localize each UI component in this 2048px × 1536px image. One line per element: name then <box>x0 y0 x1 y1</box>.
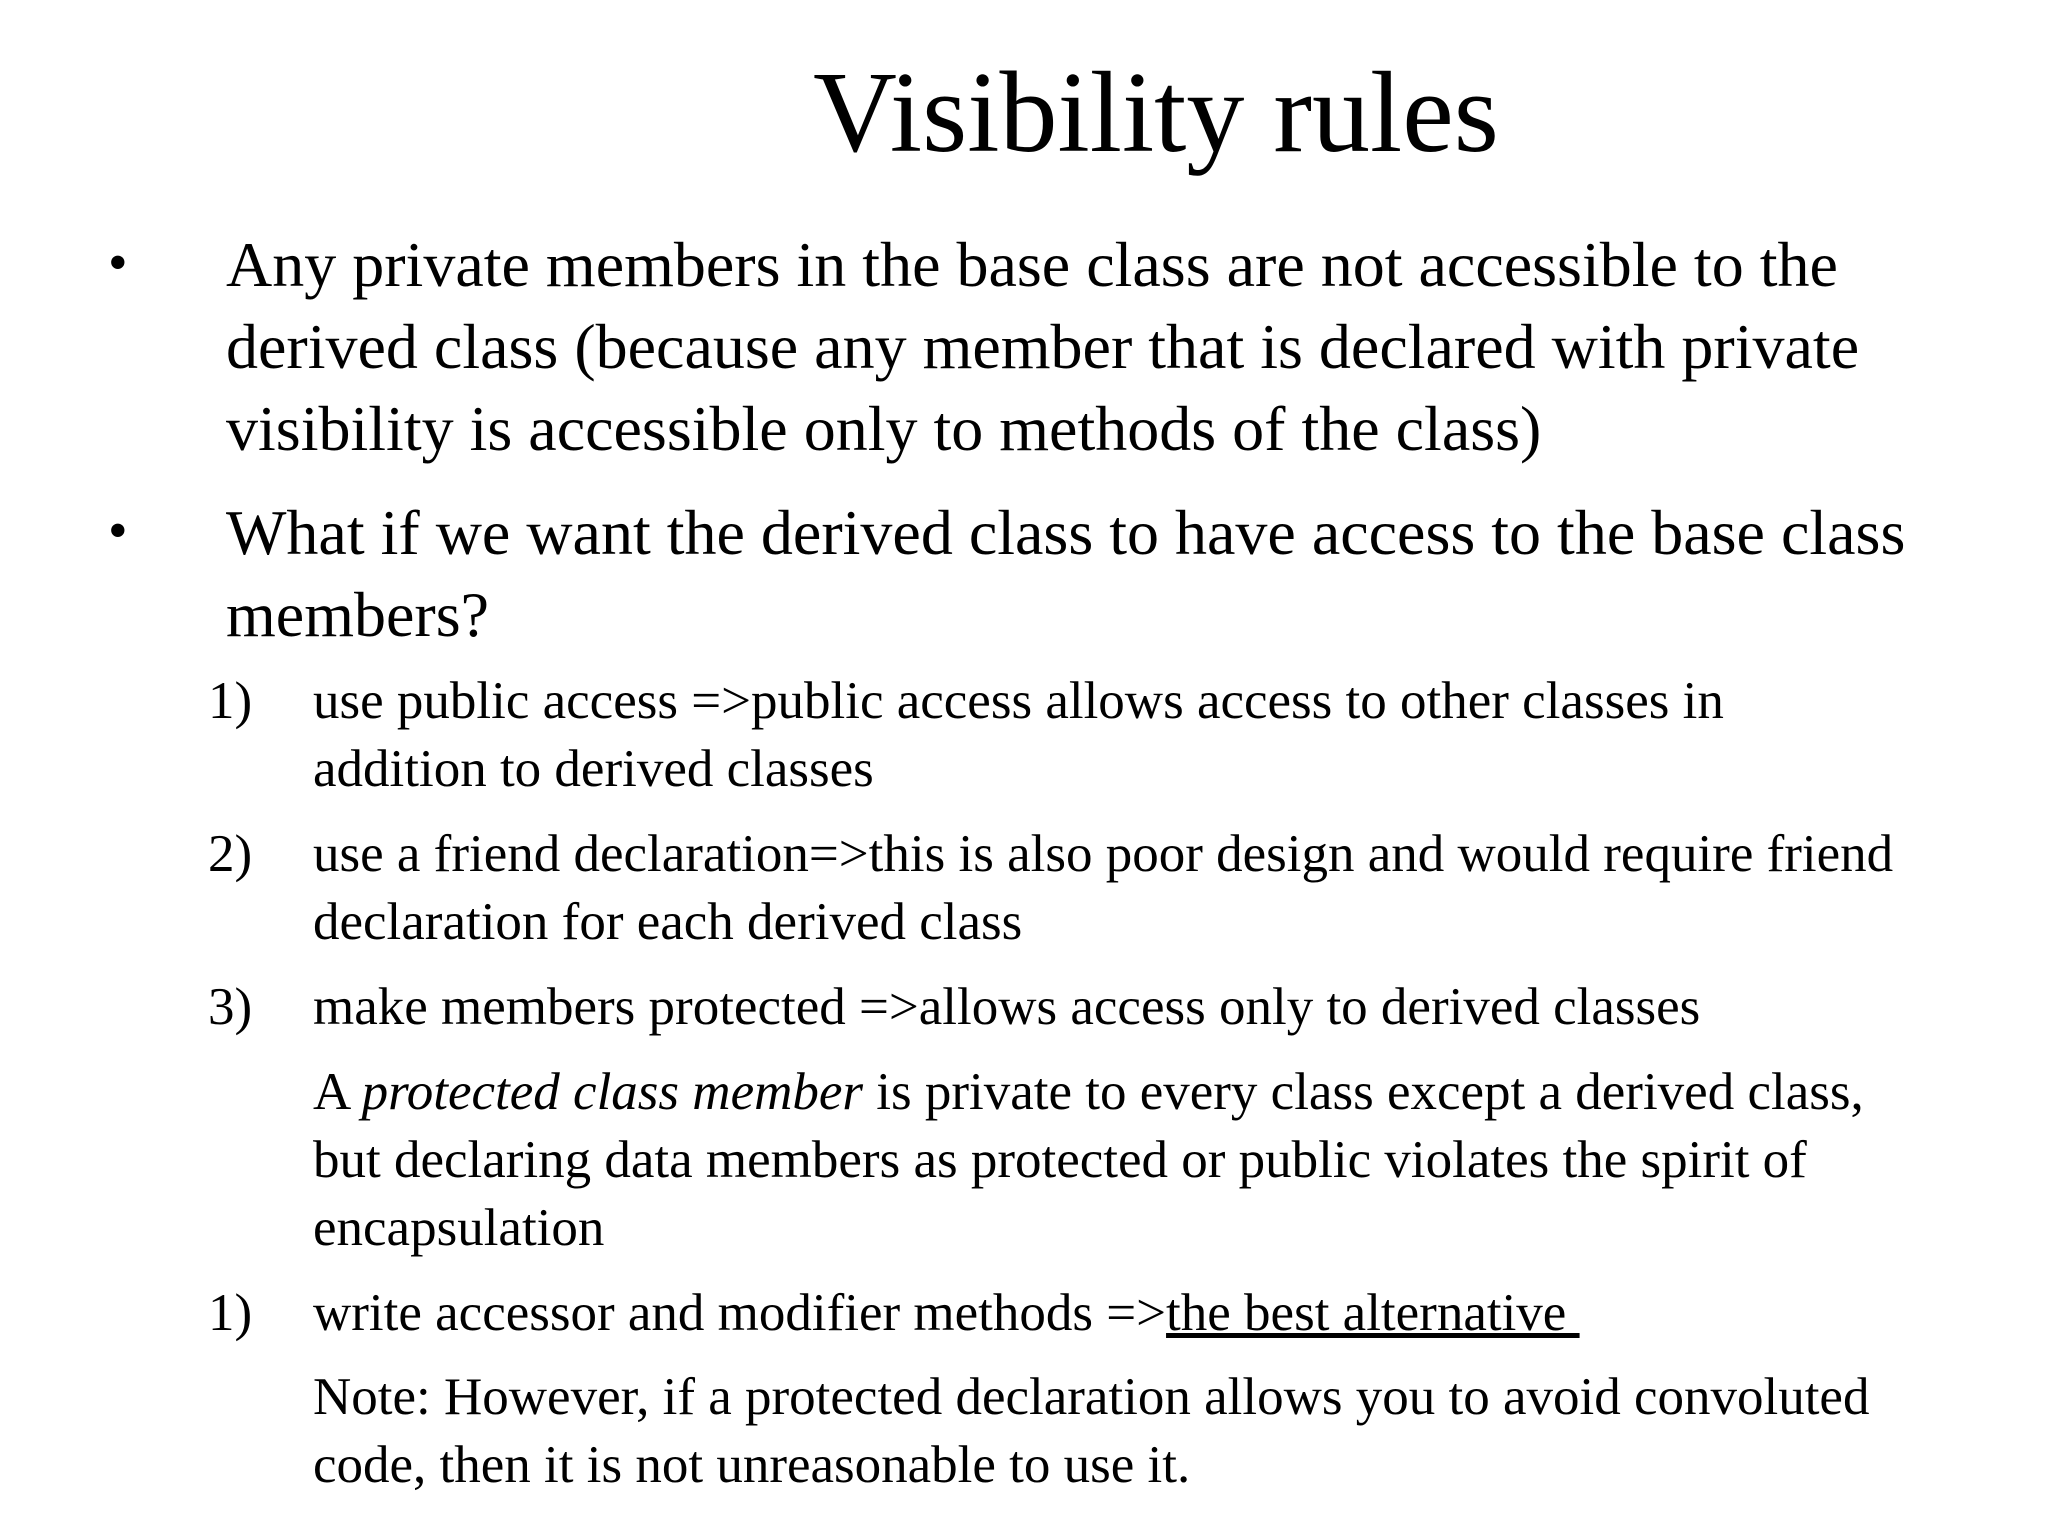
bullet-2-line-2: members? <box>226 579 489 650</box>
option-2-line-2: declaration for each derived class <box>313 893 1023 951</box>
option-number: 1) <box>208 672 253 730</box>
option-number: 2) <box>208 825 253 883</box>
option-4-line-1 <box>313 1279 2033 1347</box>
protected-note <box>313 1058 2033 1262</box>
protected-note-line-1 <box>313 1058 2033 1126</box>
slide-title: Visibility rules <box>813 49 1499 177</box>
option-4-prefix: write accessor and modifier methods => <box>313 1284 1167 1342</box>
bullet-2-text <box>226 492 2026 656</box>
best-alternative-text: the best alternative <box>1166 1284 1580 1342</box>
protected-note-line-2: but declaring data members as protected or public violates the spirit of <box>313 1131 1807 1189</box>
protected-note-term: protected class member <box>361 1063 864 1121</box>
option-2-text <box>313 820 2033 956</box>
bullet-2-line-1: What if we want the derived class to have access to the base class <box>226 497 1906 568</box>
bullet-1-line-2: derived class (because any member that is declared with private <box>226 311 1860 382</box>
bullet-1-line-3: visibility is accessible only to methods of the class) <box>226 393 1542 464</box>
final-note <box>313 1363 2033 1499</box>
final-note-line-1: Note: However, if a protected declaration allows you to avoid convoluted <box>313 1368 1870 1426</box>
option-3-text <box>313 973 2033 1041</box>
bullet-1-text <box>226 224 2026 470</box>
option-3-line-1: make members protected =>allows access only to derived classes <box>313 978 1701 1036</box>
option-1-line-2: addition to derived classes <box>313 740 874 798</box>
protected-note-prefix: A <box>313 1063 362 1121</box>
option-1-text <box>313 667 2033 803</box>
option-number: 3) <box>208 978 253 1036</box>
option-1-line-1: use public access =>public access allows access to other classes in <box>313 672 1724 730</box>
option-2-line-1: use a friend declaration=>this is also poor design and would require friend <box>313 825 1894 883</box>
bullet-1-line-1: Any private members in the base class are not accessible to the <box>226 229 1838 300</box>
protected-note-rest: is private to every class except a derived class, <box>863 1063 1864 1121</box>
protected-note-line-3: encapsulation <box>313 1199 605 1257</box>
final-note-line-2: code, then it is not unreasonable to use it. <box>313 1436 1191 1494</box>
option-number: 1) <box>208 1284 253 1342</box>
bullet-marker: • <box>108 500 128 562</box>
bullet-marker: • <box>108 232 128 294</box>
option-4-text <box>313 1279 2033 1347</box>
